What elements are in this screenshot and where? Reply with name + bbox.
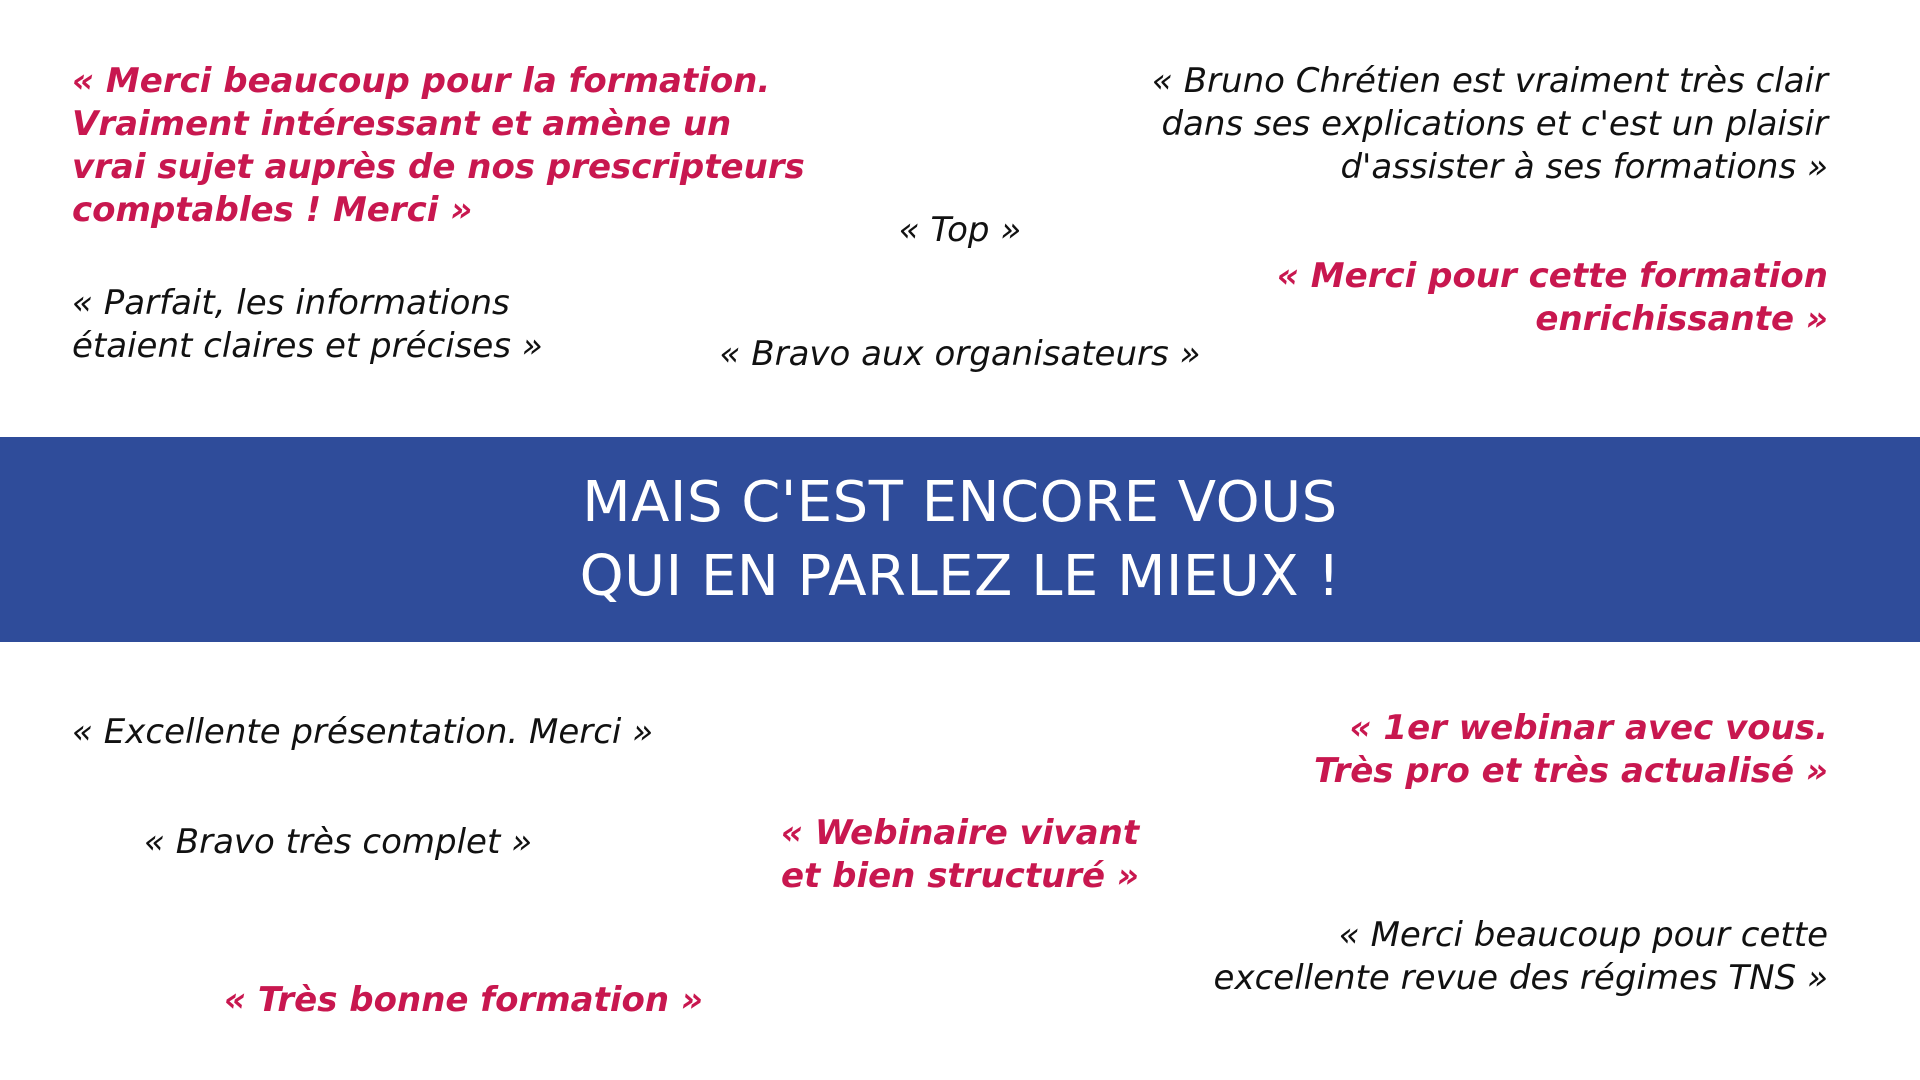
quote-formation-enrichissante: « Merci pour cette formation enrichissante » [1276, 256, 1828, 339]
quote-excellente-presentation: « Excellente présentation. Merci » [72, 712, 654, 752]
quote-premier-webinar: « 1er webinar avec vous. Très pro et très actualisé » [1313, 708, 1828, 791]
quote-webinaire-vivant: « Webinaire vivant et bien structuré » [780, 813, 1140, 896]
quote-top: « Top » [898, 210, 1022, 250]
quote-bravo-complet: « Bravo très complet » [144, 822, 533, 862]
banner-title: MAIS C'EST ENCORE VOUS QUI EN PARLEZ LE MIEUX ! [579, 469, 1341, 609]
quote-tres-bonne-formation: « Très bonne formation » [224, 980, 703, 1020]
quote-parfait: « Parfait, les informations étaient claires et précises » [72, 283, 543, 366]
quote-revue-tns: « Merci beaucoup pour cette excellente revue des régimes TNS » [1213, 915, 1828, 998]
quote-bruno-chretien: « Bruno Chrétien est vraiment très clair dans ses explications et c'est un plaisir d'assister à ses formations » [1151, 61, 1828, 187]
quote-merci-formation: « Merci beaucoup pour la formation. Vraiment intéressant et amène un vrai sujet auprès de nos prescripteurs comptables ! Merci » [72, 61, 805, 230]
quote-bravo-organisateurs: « Bravo aux organisateurs » [719, 334, 1201, 374]
headline-banner [0, 437, 1920, 642]
